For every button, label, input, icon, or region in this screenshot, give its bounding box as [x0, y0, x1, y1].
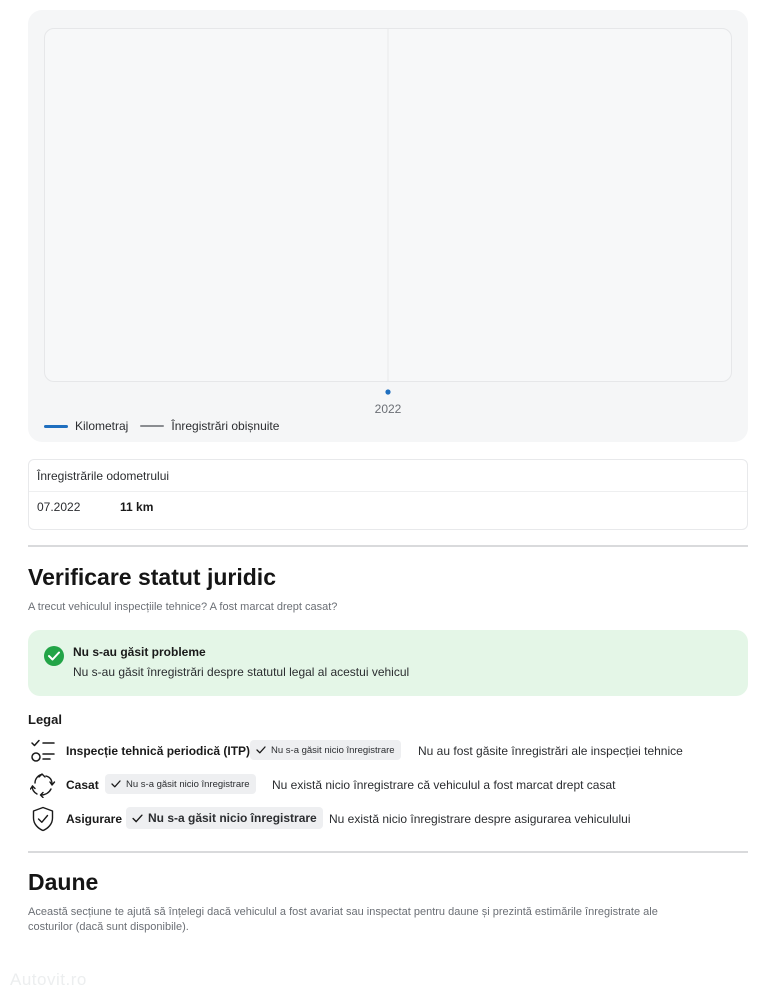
legal-subheading: Legal: [28, 712, 62, 727]
check-icon: [256, 746, 266, 754]
legend-swatch-mileage: [44, 425, 68, 428]
legal-status-subtitle: A trecut vehiculul inspecțiile tehnice? A fost marcat drept casat?: [28, 601, 338, 613]
odometer-table-title: Înregistrările odometrului: [37, 469, 170, 483]
check-icon: [111, 780, 121, 788]
scrapped-label: Casat: [66, 778, 99, 792]
section-divider: [28, 545, 748, 547]
shield-check-icon: [30, 806, 56, 832]
legal-status-heading: Verificare statut juridic: [28, 564, 276, 590]
insurance-label: Asigurare: [66, 812, 123, 826]
damages-heading: Daune: [28, 869, 99, 895]
insurance-status-chip: [126, 807, 323, 829]
scrapped-chip-text: Nu s-a găsit nicio înregistrare: [126, 778, 250, 790]
check-circle-icon: [44, 646, 64, 666]
itp-chip-text: Nu s-a găsit nicio înregistrare: [271, 744, 395, 756]
legend-label-mileage: Kilometraj: [75, 419, 129, 433]
odometer-row-km: 11 km: [120, 500, 154, 514]
watermark: Autovit.ro: [10, 970, 87, 989]
banner-title: Nu s-au găsit probleme: [73, 645, 206, 659]
legend-label-regular-records: Înregistrări obișnuite: [171, 419, 280, 433]
mileage-chart: [28, 10, 748, 410]
x-tick-label: 2022: [374, 402, 402, 416]
itp-description: Nu au fost găsite înregistrări ale inspecției tehnice: [418, 744, 683, 758]
legend-swatch-regular-records: [140, 425, 164, 427]
damages-description-line1: Această secțiune te ajută să înțelegi dacă vehiculul a fost avariat sau inspectat pentru daune și prezintă estimările înregistrate ale: [28, 906, 658, 918]
chart-legend: [44, 419, 291, 433]
check-icon: [132, 814, 143, 823]
odometer-row-date: 07.2022: [37, 500, 81, 514]
no-problems-banner: [28, 630, 748, 696]
itp-status-chip: [250, 740, 401, 760]
recycle-icon: [30, 772, 56, 798]
odometer-records-table: [28, 459, 748, 530]
banner-text: Nu s-au găsit înregistrări despre statutul legal al acestui vehicul: [73, 665, 410, 679]
legal-row-itp: [28, 738, 748, 766]
section-divider: [28, 851, 748, 853]
legend-item-mileage[interactable]: [44, 419, 128, 433]
legal-row-insurance: [28, 806, 748, 834]
divider: [29, 491, 747, 492]
mileage-chart-card: [28, 10, 748, 442]
checklist-icon: [30, 738, 56, 764]
damages-description-line2: costurilor (dacă sunt disponibile).: [28, 921, 189, 933]
scrapped-status-chip: [105, 774, 256, 794]
legal-row-scrapped: [28, 772, 748, 800]
legend-item-regular-records[interactable]: [140, 419, 279, 433]
itp-label: Inspecție tehnică periodică (ITP): [66, 744, 251, 758]
insurance-description: Nu există nicio înregistrare despre asigurarea vehiculului: [329, 812, 631, 826]
mileage-data-point[interactable]: [385, 389, 390, 394]
insurance-chip-text: Nu s-a găsit nicio înregistrare: [148, 811, 317, 825]
scrapped-description: Nu există nicio înregistrare că vehiculul a fost marcat drept casat: [272, 778, 616, 792]
